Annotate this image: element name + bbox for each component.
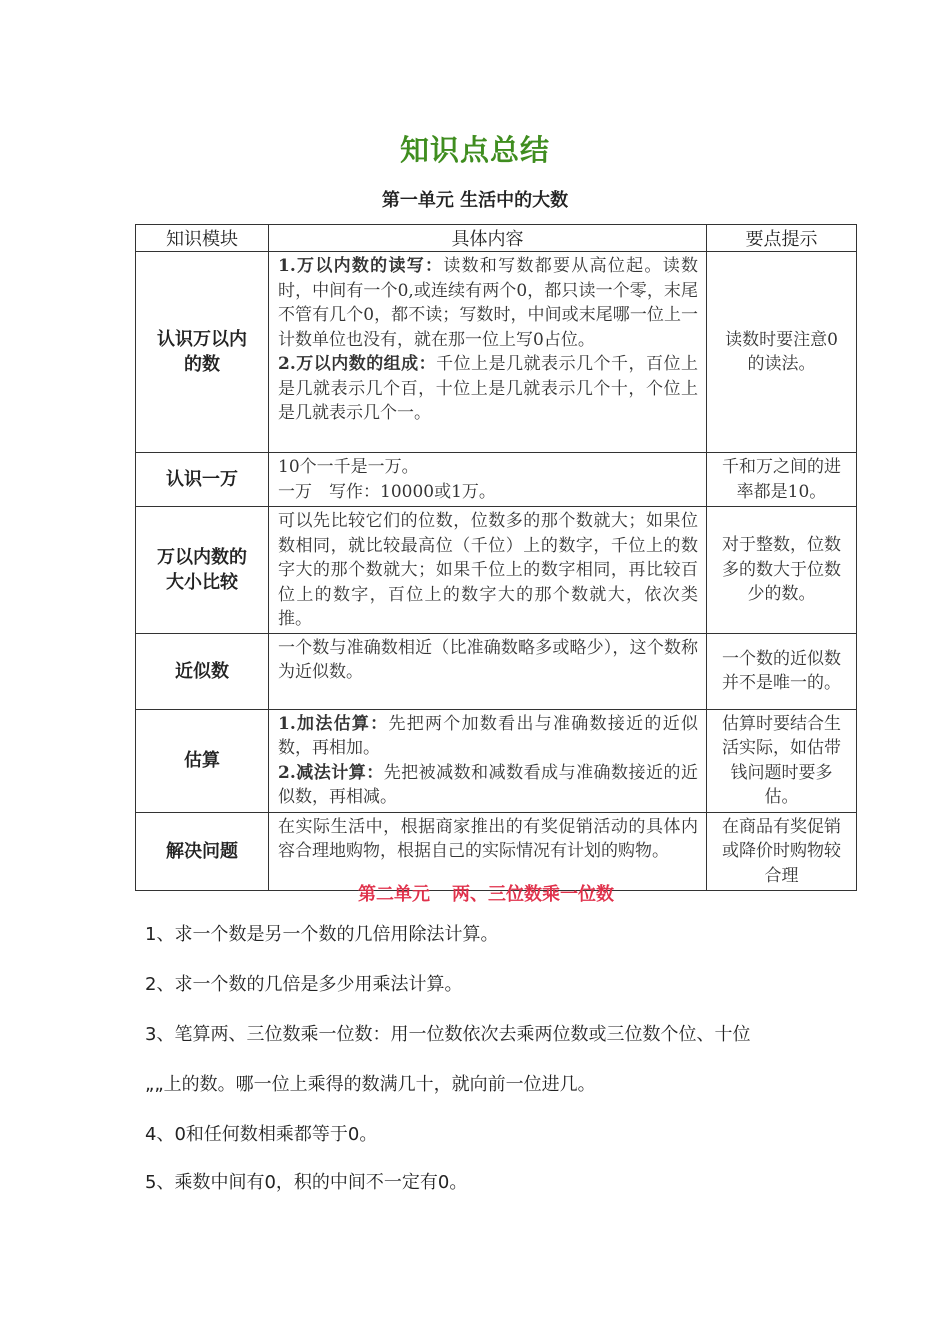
column-header: 知识模块: [136, 225, 269, 252]
page-title: 知识点总结: [399, 133, 550, 167]
column-header: 要点提示: [707, 225, 857, 252]
content-text: 一万 写作：10000或1万。: [278, 481, 496, 502]
knowledge-table: [135, 224, 857, 891]
table-header-row: [136, 225, 857, 252]
content-lead: 1.加法估算：: [278, 713, 389, 734]
content-cell: 一个数与准确数相近（比准确数略多或略少），这个数称为近似数。: [269, 633, 707, 709]
list-item: 3、笔算两、三位数乘一位数：用一位数依次去乘两位数或三位数个位、十位: [145, 1024, 751, 1045]
module-cell: 认识万以内的数: [136, 252, 269, 453]
unit2-heading-topic: 两、三位数乘一位数: [452, 884, 614, 905]
tip-cell: 千和万之间的进率都是10。: [707, 453, 857, 507]
content-lead: 2.减法计算：: [278, 762, 384, 783]
unit2-heading: [0, 880, 950, 906]
content-lead: 2.万以内数的组成：: [278, 354, 437, 374]
content-text: 读数和写数都要从高位起。读数时，中间有一个0,或连续有两个0，都只读一个零，末尾不管有几个0，都不读；写数时，中间或末尾哪一位上一计数单位也没有，就在那一位上写0占位。: [278, 256, 699, 350]
content-text: 10个一千是一万。: [278, 457, 419, 477]
content-text: 先把两个加数看出与准确数接近的近似数，再相加。: [278, 713, 698, 758]
tip-cell: 估算时要结合生活实际，如估带钱问题时要多估。: [707, 709, 857, 812]
module-cell: 认识一万: [136, 453, 269, 507]
content-cell: [269, 252, 707, 453]
unit1-heading: 第一单元 生活中的大数: [381, 190, 569, 211]
table-row: [136, 252, 857, 453]
list-item: 2、求一个数的几倍是多少用乘法计算。: [145, 974, 463, 995]
module-cell: 近似数: [136, 633, 269, 709]
list-item: 5、乘数中间有0，积的中间不一定有0。: [145, 1172, 468, 1193]
column-header: 具体内容: [269, 225, 707, 252]
list-item: 4、0和任何数相乘都等于0。: [145, 1124, 378, 1145]
table-row: [136, 507, 857, 634]
table-row: [136, 633, 857, 709]
module-cell: 解决问题: [136, 812, 269, 891]
content-cell: [269, 453, 707, 507]
tip-cell: 读数时要注意0的读法。: [707, 252, 857, 453]
list-item: „„上的数。哪一位上乘得的数满几十，就向前一位进几。: [145, 1074, 596, 1095]
list-item: 1、求一个数是另一个数的几倍用除法计算。: [145, 924, 499, 945]
tip-cell: 对于整数，位数多的数大于位数少的数。: [707, 507, 857, 634]
content-text: 千位上是几就表示几个千，百位上是几就表示几个百，十位上是几就表示几个十，个位上是几就表示几个一。: [278, 354, 699, 423]
module-cell: 估算: [136, 709, 269, 812]
content-cell: [269, 709, 707, 812]
content-lead: 1.万以内数的读写：: [278, 256, 444, 276]
table-row: [136, 453, 857, 507]
content-cell: 可以先比较它们的位数，位数多的那个数就大；如果位数相同，就比较最高位（千位）上的数字，千位上的数字大的那个数就大；如果千位上的数字相同，再比较百位上的数字，百位上的数字大的那个数就大，依次类推。: [269, 507, 707, 634]
unit2-heading-number: 第二单元: [358, 884, 430, 905]
content-cell: 在实际生活中，根据商家推出的有奖促销活动的具体内容合理地购物，根据自己的实际情况有计划的购物。: [269, 812, 707, 891]
tip-cell: 一个数的近似数并不是唯一的。: [707, 633, 857, 709]
table-row: [136, 709, 857, 812]
module-cell: 万以内数的大小比较: [136, 507, 269, 634]
table-row: [136, 812, 857, 891]
tip-cell: 在商品有奖促销或降价时购物较合理: [707, 812, 857, 891]
content-text: 先把被减数和减数看成与准确数接近的近似数，再相减。: [278, 762, 699, 807]
